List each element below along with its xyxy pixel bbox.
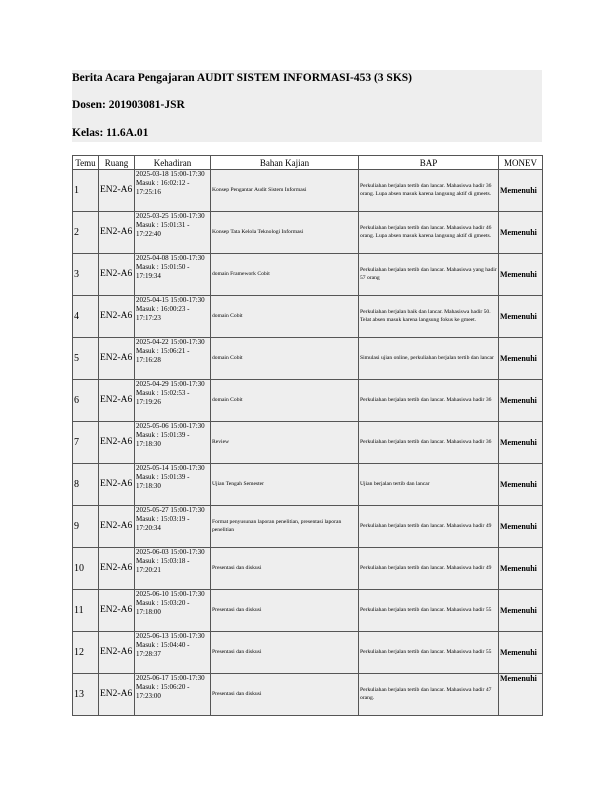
cell-monev: Memenuhi — [499, 212, 543, 254]
cell-bap: Perkuliahan berjalan tertib dan lancar. Mahasiswa yang hadir 57 orang — [359, 254, 499, 296]
cell-bap: Perkuliahan berjalan tertib dan lancar. Mahasiswa hadir 36 — [359, 380, 499, 422]
cell-bahan-kajian: Review — [211, 422, 359, 464]
cell-temu: 3 — [73, 254, 99, 296]
cell-kehadiran — [135, 632, 211, 674]
attendance-table — [72, 155, 543, 716]
table-row — [73, 590, 543, 632]
cell-bahan-kajian: Format penyusunan laporan penelitian, presentasi laporan penelitian — [211, 506, 359, 548]
cell-kehadiran — [135, 674, 211, 716]
table-row — [73, 506, 543, 548]
schedule-time: 2025-06-13 15:00-17:30 — [136, 632, 205, 640]
cell-bahan-kajian: domain Cobit — [211, 380, 359, 422]
cell-kehadiran — [135, 296, 211, 338]
cell-monev: Memenuhi — [499, 632, 543, 674]
class-label: Kelas: 11.6A.01 — [72, 127, 149, 139]
cell-temu: 6 — [73, 380, 99, 422]
table-row — [73, 338, 543, 380]
column-header-ruang: Ruang — [99, 156, 135, 170]
cell-bahan-kajian: domain Cobit — [211, 296, 359, 338]
cell-kehadiran — [135, 464, 211, 506]
check-in-time: Masuk : 15:01:39 - 17:18:30 — [136, 473, 190, 491]
cell-monev: Memenuhi — [499, 464, 543, 506]
schedule-time: 2025-06-17 15:00-17:30 — [136, 674, 205, 682]
cell-bahan-kajian: domain Cobit — [211, 338, 359, 380]
schedule-time: 2025-05-06 15:00-17:30 — [136, 422, 205, 430]
cell-ruang: EN2-A6 — [99, 422, 135, 464]
schedule-time: 2025-06-03 15:00-17:30 — [136, 548, 205, 556]
document-title: Berita Acara Pengajaran AUDIT SISTEM INFORMASI-453 (3 SKS) — [72, 72, 413, 84]
cell-kehadiran — [135, 422, 211, 464]
cell-kehadiran — [135, 548, 211, 590]
cell-monev: Memenuhi — [499, 590, 543, 632]
cell-temu: 13 — [73, 674, 99, 716]
cell-monev: Memenuhi — [499, 422, 543, 464]
check-in-time: Masuk : 15:01:31 - 17:22:40 — [136, 221, 190, 239]
cell-temu: 8 — [73, 464, 99, 506]
cell-bap: Perkuliahan berjalan tertib dan lancar. Mahasiswa hadir 55 — [359, 590, 499, 632]
cell-temu: 5 — [73, 338, 99, 380]
table-row — [73, 464, 543, 506]
check-in-time: Masuk : 15:03:19 - 17:20:34 — [136, 515, 190, 533]
cell-bap: Perkuliahan berjalan tertib dan lancar. Mahasiswa hadir 49 — [359, 548, 499, 590]
cell-kehadiran — [135, 254, 211, 296]
table-row — [73, 632, 543, 674]
check-in-time: Masuk : 15:04:40 - 17:28:37 — [136, 641, 190, 659]
cell-bap: Perkuliahan berjalan baik dan lancar. Mahasiswa hadir 50. Telat absen masuk karena langsung fokus ke gmeet. — [359, 296, 499, 338]
cell-bahan-kajian: Konsep Pengantar Audit Sistem Informasi — [211, 170, 359, 212]
schedule-time: 2025-05-27 15:00-17:30 — [136, 506, 205, 514]
table-row — [73, 674, 543, 716]
cell-monev: Memenuhi — [499, 548, 543, 590]
table-row — [73, 548, 543, 590]
schedule-time: 2025-03-18 15:00-17:30 — [136, 170, 205, 178]
cell-bahan-kajian: domain Framework Cobit — [211, 254, 359, 296]
cell-temu: 2 — [73, 212, 99, 254]
cell-bap: Perkuliahan berjalan tertib dan lancar. Mahasiswa hadir 55 — [359, 632, 499, 674]
cell-kehadiran — [135, 212, 211, 254]
table-body — [73, 170, 543, 716]
cell-ruang: EN2-A6 — [99, 632, 135, 674]
cell-temu: 10 — [73, 548, 99, 590]
cell-bahan-kajian: Presentasi dan diskusi — [211, 590, 359, 632]
cell-bap: Perkuliahan berjalan tertib dan lancar. Mahasiswa hadir 47 orang. — [359, 674, 499, 716]
cell-ruang: EN2-A6 — [99, 212, 135, 254]
cell-bap: Perkuliahan berjalan tertib dan lancar. Mahasiswa hadir 49 — [359, 506, 499, 548]
check-in-time: Masuk : 15:03:18 - 17:20:21 — [136, 557, 190, 575]
check-in-time: Masuk : 15:03:20 - 17:18:00 — [136, 599, 190, 617]
cell-temu: 9 — [73, 506, 99, 548]
cell-kehadiran — [135, 338, 211, 380]
schedule-time: 2025-05-14 15:00-17:30 — [136, 464, 205, 472]
check-in-time: Masuk : 16:02:12 - 17:25:16 — [136, 179, 190, 197]
table-row — [73, 170, 543, 212]
check-in-time: Masuk : 15:02:53 - 17:19:26 — [136, 389, 190, 407]
check-in-time: Masuk : 16:00:23 - 17:17:23 — [136, 305, 190, 323]
cell-kehadiran — [135, 590, 211, 632]
check-in-time: Masuk : 15:06:21 - 17:16:28 — [136, 347, 190, 365]
lecturer-label: Dosen: 201903081-JSR — [72, 99, 185, 111]
cell-bap: Simulasi ujian online, perkuliahan berjalan tertib dan lancar — [359, 338, 499, 380]
cell-ruang: EN2-A6 — [99, 380, 135, 422]
cell-ruang: EN2-A6 — [99, 590, 135, 632]
cell-monev: Memenuhi — [499, 380, 543, 422]
column-header-monev: MONEV — [499, 156, 543, 170]
cell-bahan-kajian: Ujian Tengah Semester — [211, 464, 359, 506]
schedule-time: 2025-04-15 15:00-17:30 — [136, 296, 205, 304]
cell-monev: Memenuhi — [499, 674, 543, 716]
column-header-bahan-kajian: Bahan Kajian — [211, 156, 359, 170]
cell-temu: 4 — [73, 296, 99, 338]
cell-kehadiran — [135, 170, 211, 212]
cell-monev: Memenuhi — [499, 338, 543, 380]
schedule-time: 2025-04-29 15:00-17:30 — [136, 380, 205, 388]
cell-bahan-kajian: Presentasi dan diskusi — [211, 632, 359, 674]
table-row — [73, 296, 543, 338]
check-in-time: Masuk : 15:01:39 - 17:18:30 — [136, 431, 190, 449]
cell-ruang: EN2-A6 — [99, 338, 135, 380]
schedule-time: 2025-03-25 15:00-17:30 — [136, 212, 205, 220]
cell-ruang: EN2-A6 — [99, 254, 135, 296]
check-in-time: Masuk : 15:01:50 - 17:19:34 — [136, 263, 190, 281]
table-row — [73, 212, 543, 254]
cell-bahan-kajian: Presentasi dan diskusi — [211, 548, 359, 590]
cell-temu: 11 — [73, 590, 99, 632]
schedule-time: 2025-06-10 15:00-17:30 — [136, 590, 205, 598]
cell-ruang: EN2-A6 — [99, 548, 135, 590]
cell-ruang: EN2-A6 — [99, 170, 135, 212]
cell-bahan-kajian: Presentasi dan diskusi — [211, 674, 359, 716]
cell-temu: 1 — [73, 170, 99, 212]
cell-bap: Perkuliahan berjalan tertib dan lancar. Mahasiswa hadir 36 — [359, 422, 499, 464]
cell-kehadiran — [135, 506, 211, 548]
cell-bap: Perkuliahan berjalan tertib dan lancar. Mahasiswa hadir 36 orang. Lupa absen masuk karena langsung aktif di gmeets. — [359, 170, 499, 212]
document-header — [72, 70, 542, 142]
cell-monev: Memenuhi — [499, 170, 543, 212]
cell-ruang: EN2-A6 — [99, 464, 135, 506]
cell-monev: Memenuhi — [499, 506, 543, 548]
cell-temu: 7 — [73, 422, 99, 464]
table-row — [73, 422, 543, 464]
table-row — [73, 254, 543, 296]
column-header-temu: Temu — [73, 156, 99, 170]
cell-monev: Memenuhi — [499, 254, 543, 296]
cell-bahan-kajian: Konsep Tata Kelola Teknologi Informasi — [211, 212, 359, 254]
schedule-time: 2025-04-22 15:00-17:30 — [136, 338, 205, 346]
column-header-kehadiran: Kehadiran — [135, 156, 211, 170]
cell-ruang: EN2-A6 — [99, 674, 135, 716]
cell-ruang: EN2-A6 — [99, 296, 135, 338]
cell-bap: Ujian berjalan tertib dan lancar — [359, 464, 499, 506]
schedule-time: 2025-04-08 15:00-17:30 — [136, 254, 205, 262]
cell-bap: Perkuliahan berjalan tertib dan lancar. Mahasiswa hadir 46 orang. Lupa absen masuk karena langsung aktif di gmeets. — [359, 212, 499, 254]
check-in-time: Masuk : 15:06:20 - 17:23:00 — [136, 683, 190, 701]
cell-kehadiran — [135, 380, 211, 422]
table-header-row — [73, 156, 543, 170]
cell-ruang: EN2-A6 — [99, 506, 135, 548]
cell-temu: 12 — [73, 632, 99, 674]
column-header-bap: BAP — [359, 156, 499, 170]
cell-monev: Memenuhi — [499, 296, 543, 338]
table-row — [73, 380, 543, 422]
